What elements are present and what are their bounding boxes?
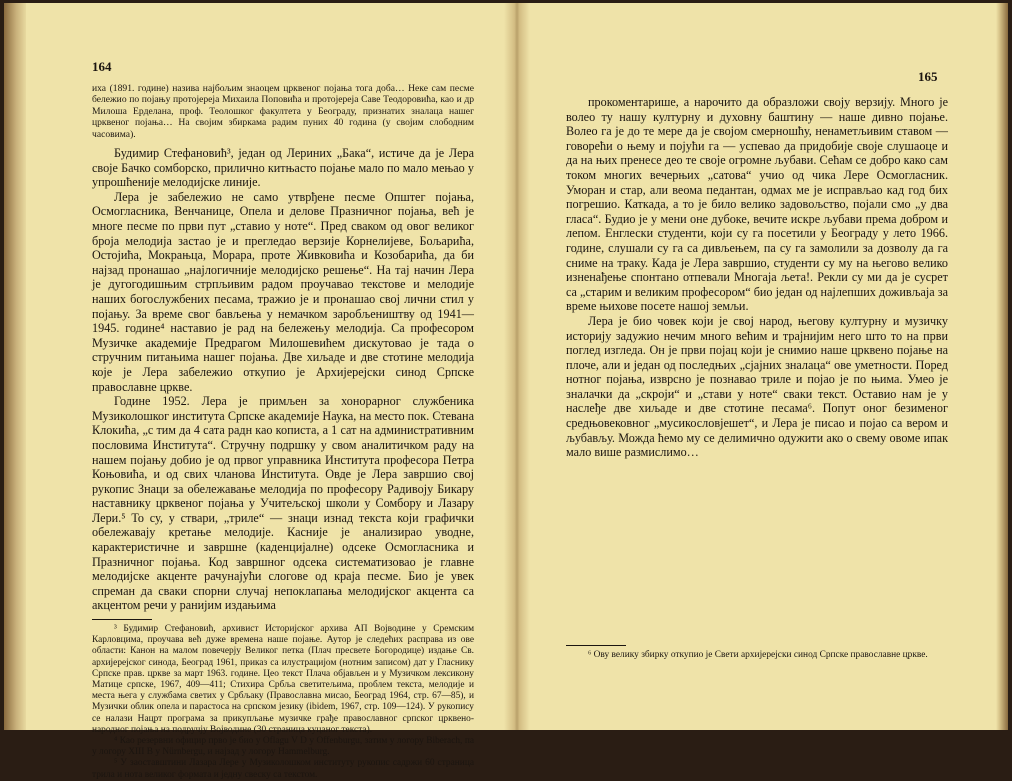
book-gutter [504,3,530,730]
quoted-small-block [92,83,474,140]
right-footnotes-area [566,639,948,661]
left-page [26,3,504,780]
left-footnotes [92,624,474,781]
body-paragraph: Лера је забележио не само утврђене песме Општег појања, Осмогласника, Венчанице, Опела и делове Празничног појања, већ је многе песме по први пут „ставио у ноте“. Пред сваком од овог великог броја мелодија застао је и прегледао верзије Корнелијеве, Бољарића, Остојића, Мокрањца, Морара, проте Живковића и Козобарића, да би најзад пронашао „најлогичније мелодијско решење“. На тај начин Лера је дугогодишњим стрпљивим радом проучавао текстове и мелодије наших богослужбених песама, тражио је и пронашао свој лични стил у појању. За време свог бављења у немачком заробљеништву од 1941—1945. године⁴ наставио је рад на бележењу мелодија. Са професором Музичке академије Предрагом Милошевићем дискутовао је тада о стручним питањима нашег појања. Две хиљаде и две стотине мелодија које је Лера забележио откупио је Архијерејски синод Српске православне цркве. [92,189,474,394]
body-paragraph: Године 1952. Лера је примљен за хонорарног службеника Музиколошког института Српске академије Наука, на место пок. Стевана Клокића, „с тим да 4 сата радн као кописта, а 1 сат на административним пословима Института“. Стручну подршку у свом аналитичком раду на нашем појању добио је од првог управника Института професора Петра Коњовића, и од свих чланова Института. Овде је Лера завршио свој рукопис Знаци за обележавање мелодија по професору Радивоју Бикару наставнику црквеног појања у Учитељској школи у Сомбору и Лазару Лери.⁵ То су, у ствари, „триле“ — знаци изнад текста који графички обележавају кретање мелодије. Касније је анализирао уводне, карактеристичне и завршне (каденцијалне) одсеке Осмогласника и Празничног појања. Код завршног одсека систематизовао је главне мелодијске акценте рачунајући слогове од краја песме. Био је увек спреман да сваки спорни случај непоклапања мелодијског акцента са акцентом речи у ранијим издањима [92,394,474,613]
left-body-text [92,146,474,613]
right-page-number: 165 [918,69,938,84]
body-paragraph: прокоментарише, а нарочито да образложи своју верзију. Много је волео ту нашу културну и духовну баштину — наше дивно појање. Волео га је до те мере да је својом смерношћу, ненаметљивим ставом — говорећи о њему и појући га — успевао да придобије своје слушаоце и да на њих пренесе део те своје огромне љубави. Сећам се добро како сам током многих вечерњих „сатова“ учио од чика Лере Осмогласник. Уморан и стар, али веома педантан, одмах ме је исправљао кад год бих погрешио. Каткада, а то је било велико задовољство, појали смо „у два гласа“. Будио је у мени оне дубоке, вечите искре љубави према добром и лепом. Енглески студенти, који су га посетили у Београду у лето 1966. године, слушали су га са дивљењем, па су га замолили за дозволу да га сниме на траку. Када је Лера завршио, студенти су му на његово велико изненађење спонтано отпевали Многаја љета!. Рекли су ми да је сусрет са „старим и великим професором“ био један од најлепших доживљаја за време њихове посете нашој земљи. [566,95,948,314]
body-paragraph: Лера је био човек који је свој народ, његову културну и музичку историју задужио нечим много већим и трајнијим него што то на први поглед изгледа. Он је први појац који је снимио наше црквено појање на плоче, али и један од последњих „сјајних зналаца“ ове уметности. Поред нотног појања, изврсно је познавао триле и појао је по њима. Умео је зналачки да „скроји“ и „стави у ноте“ сваки текст. Оставио нам је у наслеђе две хиљаде и две стотине песама⁶. Попут оног безименог средњовековног „мусикословјешет“, и Лера је писао и појао са вером и љубављу. Можда ћемо му се делимично одужити ако о свему овоме ипак мало више размислимо… [566,313,948,460]
left-page-number: 164 [92,59,112,74]
footnote: ⁵ У заоставштини Лазара Лере у Музиколошком институту рукопис садржи 60 страница трила и нота великог формата и једну свеску са текстом. [92,758,474,780]
footnote-rule [92,619,152,620]
right-footnotes [566,650,948,661]
quoted-paragraph: иха (1891. године) назива најбољим знаоцем црквеног појања тога доба… Неке сам песме бележио по појању протојереја Михаила Поповића и протојереја Саве Теодоровића, као и др Милоша Ерделана, проф. Теолошког факултета у Београду, признатих зналаца нашег црквеног појања… На својим збиркама радим пуних 40 година (у својим слободним часовима). [92,83,474,140]
right-body-text [566,95,948,460]
footnote: ³ Будимир Стефановић, архивист Историјског архива АП Војводине у Сремским Карловцима, проучава већ дуже времена наше појање. Аутор је следећих расправа из ове области: Канон на малом повечерју Великог петка (Плач пресвете Богородице) издање Св. архијерејског синода, Београд 1961, приказ са илустрацијом (нотним записом) дат у Гласнику Српске прав. цркве за март 1963. године. Цео текст Плача објављен и у Музичком лексикону Матице српске, 1967, 409—411; Стихира Србља светитељима, проблем текста, мелодије и места њега у службама светих у Србљаку (Православна мисао, Београд 1964, стр. 67—85), и Музички облик опела и парастоса на српском језику (ibidem, 1967, стр. 109—124). У рукопису се налази Нацрт програма за прикупљање музичке грађе православног српског црквено-народног појања на подручју Војводине (30 страница куцаног текста). [92,624,474,735]
footnote-rule [566,645,626,646]
right-page-column [566,95,948,460]
book-edge-right [996,3,1008,730]
right-page [530,3,996,730]
book-edge-left [4,3,26,730]
left-page-column [92,83,474,781]
footnote: ⁶ Ову велику збирку откупио је Свети архијерејски синод Српске православне цркве. [588,650,928,660]
footnote: ⁴ Као резервни официр прво је био у Oflagu V D у Offenburgu, затим у логору Biberach, па у логору XIII B у Nürnbergu, и најзад у логору Hammelburg. [92,736,474,758]
book-spread [4,3,1008,780]
body-paragraph: Будимир Стефановић³, један од Лериних „Бака“, истиче да је Лера своје Бачко сомборско, прилично китњасто појање мало по мало мењао у упрошћеније мелодијске линије. [92,146,474,190]
